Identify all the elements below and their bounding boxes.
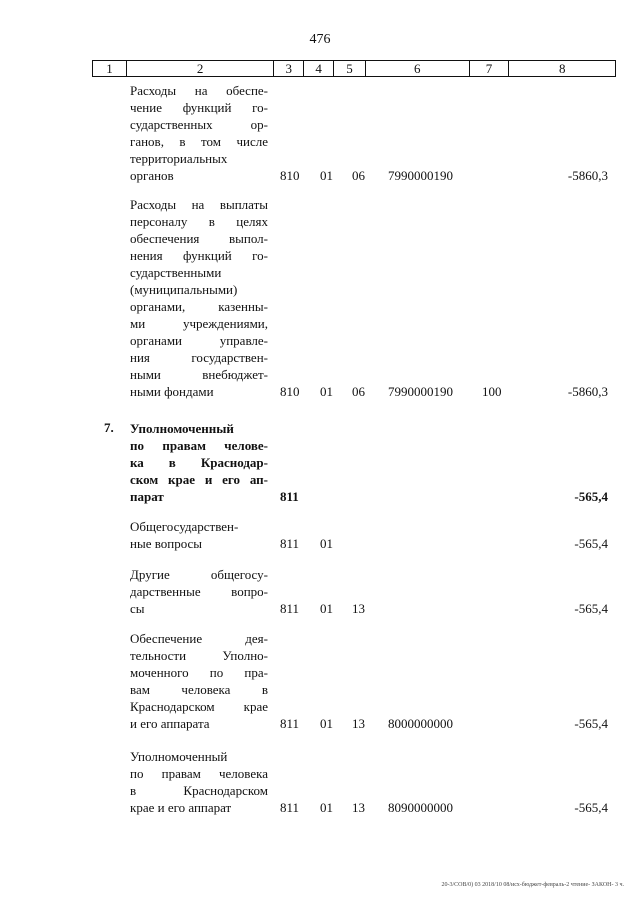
header-col-8: 8	[558, 61, 566, 76]
cell-col3: 810	[280, 384, 300, 399]
header-col-6: 6	[366, 61, 470, 76]
cell-col8: -565,4	[574, 536, 608, 551]
cell-col4: 01	[320, 168, 333, 183]
cell-col6: 7990000190	[388, 168, 453, 183]
cell-col5: 13	[352, 601, 365, 616]
row-name-line: Уполномоченный	[130, 749, 228, 764]
row-name-line: парат	[130, 489, 164, 504]
cell-col8: -5860,3	[567, 384, 608, 399]
cell-col8: -5860,3	[567, 168, 608, 183]
row-name-line: Уполномоченный	[130, 421, 234, 436]
table-header	[92, 60, 616, 77]
row-name-line: ганов, в том числе	[130, 134, 268, 149]
cell-col4: 01	[320, 601, 333, 616]
row-name-line: (муниципальными)	[130, 282, 238, 297]
row-name-line: в Краснодарском	[130, 783, 268, 798]
row-name-line: органов	[130, 168, 174, 183]
row-name-line: вам человека в	[130, 682, 268, 697]
row-name	[130, 566, 268, 617]
footer-code: 20-3/COB/0) 03 2018/10 08/исх-бюджет-февраль-2 чтение- ЗАКОН- 3 ч.	[441, 882, 624, 888]
header-col-1: 1	[93, 61, 127, 76]
row-name-line: органами управле-	[130, 333, 268, 348]
row-name	[130, 518, 268, 552]
cell-col3: 811	[280, 716, 300, 731]
cell-col3: 810	[280, 168, 300, 183]
cell-col8: -565,4	[574, 489, 608, 504]
cell-col5: 13	[352, 716, 365, 731]
header-col-3: 3	[274, 61, 304, 76]
row-name-line: ния государствен-	[130, 350, 268, 365]
cell-col3: 811	[280, 536, 300, 551]
cell-col6: 8000000000	[388, 716, 453, 731]
row-name-line: сы	[130, 601, 145, 616]
cell-col4: 01	[320, 716, 333, 731]
row-name-line: Общегосударствен-	[130, 519, 239, 534]
row-name	[130, 630, 268, 732]
page-number: 476	[309, 32, 331, 47]
header-col-4: 4	[304, 61, 334, 76]
row-name-line: крае и его аппарат	[130, 800, 232, 815]
row-name-line: ка в Краснодар-	[130, 455, 268, 470]
cell-col4: 01	[320, 800, 333, 815]
row-name-line: ные вопросы	[130, 536, 203, 551]
row-name-line: сударственных ор-	[130, 117, 268, 132]
cell-col4: 01	[320, 536, 333, 551]
row-name-line: ми учреждениями,	[130, 316, 268, 331]
row-name	[130, 82, 268, 184]
cell-col6: 7990000190	[388, 384, 453, 399]
cell-col8: -565,4	[574, 800, 608, 815]
row-name-line: дарственные вопро-	[130, 584, 268, 599]
row-name-line: Другие общегосу-	[130, 567, 268, 582]
cell-col3: 811	[280, 601, 300, 616]
row-name-line: персоналу в целях	[130, 214, 268, 229]
row-name-line: ском крае и его ап-	[130, 472, 268, 487]
cell-col5: 06	[352, 168, 365, 183]
row-name-line: сударственными	[130, 265, 222, 280]
cell-col5: 13	[352, 800, 365, 815]
header-col-2: 2	[127, 61, 274, 76]
cell-col3: 811	[280, 489, 299, 504]
row-name-line: территориальных	[130, 151, 228, 166]
row-name-line: органами, казенны-	[130, 299, 268, 314]
row-name-line: моченного по пра-	[130, 665, 268, 680]
cell-col5: 06	[352, 384, 365, 399]
header-col-5: 5	[334, 61, 366, 76]
row-name-line: Расходы на выплаты	[130, 197, 268, 212]
cell-col6: 8090000000	[388, 800, 453, 815]
row-name-line: ными внебюджет-	[130, 367, 268, 382]
row-name-line: обеспечения выпол-	[130, 231, 268, 246]
row-name	[130, 748, 268, 816]
row-name-line: по правам человека	[130, 766, 268, 781]
cell-col4: 01	[320, 384, 333, 399]
row-name-line: нения функций го-	[130, 248, 268, 263]
cell-col8: -565,4	[574, 716, 608, 731]
row-name-line: Краснодарском крае	[130, 699, 268, 714]
row-name-line: тельности Уполно-	[130, 648, 268, 663]
row-name-line: ными фондами	[130, 384, 214, 399]
row-name-line: и его аппарата	[130, 716, 210, 731]
cell-col7: 100	[482, 384, 502, 399]
cell-col8: -565,4	[574, 601, 608, 616]
row-name-line: Расходы на обеспе-	[130, 83, 268, 98]
cell-col3: 811	[280, 800, 300, 815]
header-col-7: 7	[470, 61, 510, 76]
row-name-line: по правам человe-	[130, 438, 268, 453]
row-name-line: Обеспечение дея-	[130, 631, 268, 646]
row-name-line: чение функций го-	[130, 100, 268, 115]
row-name	[130, 420, 268, 505]
row-number: 7.	[104, 420, 114, 435]
row-name	[130, 196, 268, 400]
